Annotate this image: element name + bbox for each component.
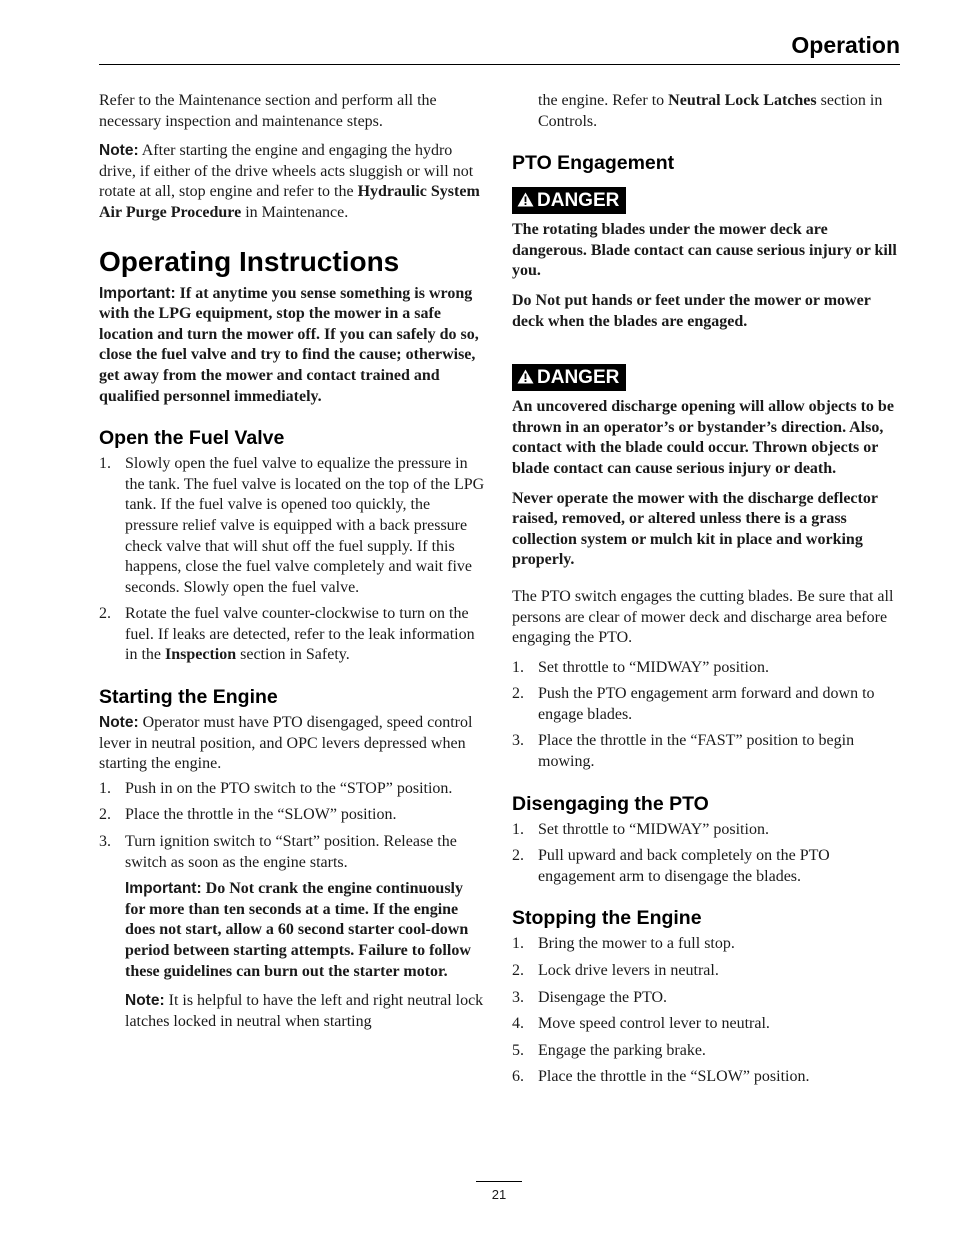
pto-intro: The PTO switch engages the cutting blades. Be sure that all persons are clear of mower deck and discharge area before engaging the PTO. — [512, 587, 894, 647]
list-item: 1. Set throttle to “MIDWAY” position. — [512, 658, 769, 676]
list-item: 2. Push the PTO engagement arm forward and down to engage blades. — [512, 685, 875, 723]
important-paragraph: Important: Do Not crank the engine continuously for more than ten seconds at a time. If the engine does not start, allow a 60 second starter cool-down period between starting attempts. Failure to follow these guidelines can burn out the starter motor. — [125, 880, 471, 980]
note-paragraph: Note: It is helpful to have the left and right neutral lock latches locked in neutral when starting — [125, 992, 484, 1030]
disengaging-pto-steps — [512, 820, 902, 888]
list-item: 2. Rotate the fuel valve counter-clockwise to turn on the fuel. If leaks are detected, refer to the leak information in the Inspection section in Safety. — [99, 605, 475, 664]
cross-reference: Neutral Lock Latches — [668, 92, 817, 109]
danger-text: The rotating blades under the mower deck are dangerous. Blade contact can cause serious injury or kill you. — [512, 221, 897, 280]
note-label: Note: — [99, 714, 139, 732]
section-title: Operation — [791, 32, 900, 58]
danger-badge: DANGER — [512, 364, 626, 391]
list-item: 1. Set throttle to “MIDWAY” position. — [512, 820, 769, 838]
pto-engagement-steps — [512, 658, 902, 773]
left-column — [99, 91, 487, 1041]
danger-text: Do Not put hands or feet under the mower or mower deck when the blades are engaged. — [512, 291, 871, 330]
danger-badge: DANGER — [512, 187, 626, 214]
warning-triangle-icon — [517, 192, 534, 207]
warning-triangle-icon — [517, 369, 534, 384]
page-heading: Operating Instructions — [99, 245, 400, 277]
danger-text: Never operate the mower with the discharge deflector raised, removed, or altered unless there is a grass collection system or mulch kit in place and working properly. — [512, 489, 878, 569]
list-item: 1. Bring the mower to a full stop. — [512, 935, 735, 953]
stopping-engine-steps — [512, 934, 902, 1088]
important-paragraph: Important: If at anytime you sense something is wrong with the LPG equipment, stop the mower in a safe location and turn the mower off. If you can safely do so, close the fuel valve and try to find the cause; otherwise, get away from the mower and contact trained and qualified personnel immediately. — [99, 284, 479, 405]
list-item: 3. Turn ignition switch to “Start” position. Release the switch as soon as the engine starts. — [99, 833, 457, 871]
fuel-valve-steps — [99, 454, 487, 666]
note-paragraph: Note: After starting the engine and engaging the hydro drive, if either of the drive wheels acts sluggish or will not rotate at all, stop engine and refer to the Hydraulic System Air Purge Procedure in Maintenance. — [99, 142, 480, 221]
list-item: 3. Disengage the PTO. — [512, 988, 668, 1006]
page-number: 21 — [476, 1181, 522, 1202]
section-heading-fuel-valve: Open the Fuel Valve — [99, 427, 285, 450]
section-heading-stopping-engine: Stopping the Engine — [512, 907, 702, 930]
list-item: 6. Place the throttle in the “SLOW” position. — [512, 1068, 810, 1086]
danger-text: An uncovered discharge opening will allow objects to be thrown in an operator’s or bystander’s direction. Also, contact with the blade could occur. Thrown objects or blade contact can cause serious injury or death. — [512, 398, 894, 477]
right-column — [512, 91, 902, 1094]
cross-reference: Inspection — [165, 646, 237, 664]
note-paragraph: Note: Operator must have PTO disengaged, speed control lever in neutral position, and OPC levers depressed when starting the engine. — [99, 714, 473, 773]
list-item: 1. Slowly open the fuel valve to equalize the pressure in the tank. The fuel valve is located on the top of the LPG tank. If the fuel valve is opened too quickly, the pressure relief valve is equipped with a back pressure check valve that will shut off the fuel supply. If this happens, close the fuel valve completely and wait five seconds. Slowly open the fuel valve. — [99, 455, 485, 596]
list-item: 2. Pull upward and back completely on the PTO engagement arm to disengage the blades. — [512, 847, 830, 885]
intro-paragraph: Refer to the Maintenance section and perform all the necessary inspection and maintenance steps. — [99, 92, 437, 130]
important-label: Important: — [125, 880, 202, 898]
section-heading-starting-engine: Starting the Engine — [99, 686, 278, 709]
list-item: 5. Engage the parking brake. — [512, 1041, 706, 1059]
note-label: Note: — [99, 142, 139, 160]
list-item: 2. Lock drive levers in neutral. — [512, 962, 719, 980]
important-label: Important: — [99, 284, 176, 302]
continued-paragraph: the engine. Refer to Neutral Lock Latches section in Controls. — [538, 92, 883, 130]
starting-engine-steps — [99, 779, 487, 873]
section-heading-pto-engagement: PTO Engagement — [512, 152, 675, 175]
list-item: 3. Place the throttle in the “FAST” position to begin mowing. — [512, 732, 855, 771]
list-item: 4. Move speed control lever to neutral. — [512, 1015, 770, 1033]
page-header — [99, 30, 900, 65]
list-item: 2. Place the throttle in the “SLOW” position. — [99, 806, 397, 824]
section-heading-disengaging-pto: Disengaging the PTO — [512, 792, 709, 815]
cross-reference: Hydraulic System Air Purge Procedure — [99, 183, 480, 221]
note-label: Note: — [125, 992, 165, 1010]
list-item: 1. Push in on the PTO switch to the “STOP” position. — [99, 779, 453, 797]
